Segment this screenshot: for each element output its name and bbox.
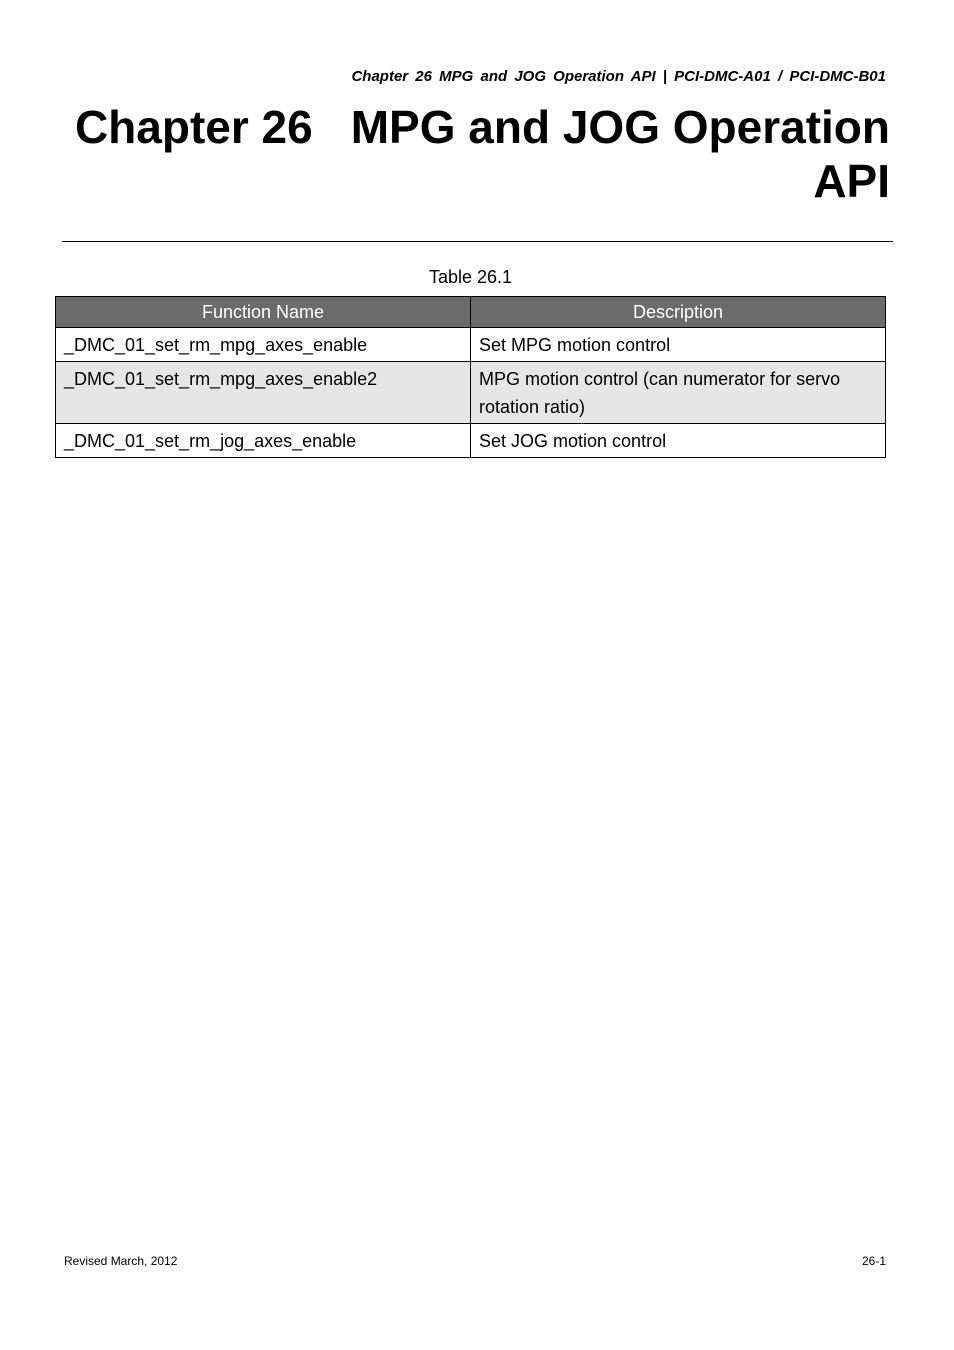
function-name-cell: _DMC_01_set_rm_jog_axes_enable [56, 424, 471, 458]
chapter-title [70, 100, 890, 208]
table-row [56, 424, 886, 458]
description-cell: Set JOG motion control [471, 424, 886, 458]
description-cell: Set MPG motion control [471, 328, 886, 362]
column-header-description: Description [471, 297, 886, 328]
table-caption: Table 26.1 [428, 267, 513, 287]
footer-page-number: 26-1 [861, 1254, 886, 1268]
chapter-number: Chapter 26 [74, 101, 313, 153]
table-row [56, 362, 886, 424]
running-header: Chapter 26 MPG and JOG Operation API | PCI-DMC-A01 / PCI-DMC-B01 [351, 68, 886, 85]
footer-revision: Revised March, 2012 [64, 1254, 178, 1268]
chapter-title-line1: MPG and JOG Operation [350, 101, 890, 153]
api-function-table [55, 296, 886, 458]
table-header-row [56, 297, 886, 328]
title-divider [62, 241, 893, 242]
function-name-cell: _DMC_01_set_rm_mpg_axes_enable2 [56, 362, 471, 424]
column-header-function-name: Function Name [56, 297, 471, 328]
function-name-cell: _DMC_01_set_rm_mpg_axes_enable [56, 328, 471, 362]
description-cell: MPG motion control (can numerator for servo rotation ratio) [471, 362, 886, 424]
chapter-title-line2: API [813, 155, 890, 207]
table-row [56, 328, 886, 362]
